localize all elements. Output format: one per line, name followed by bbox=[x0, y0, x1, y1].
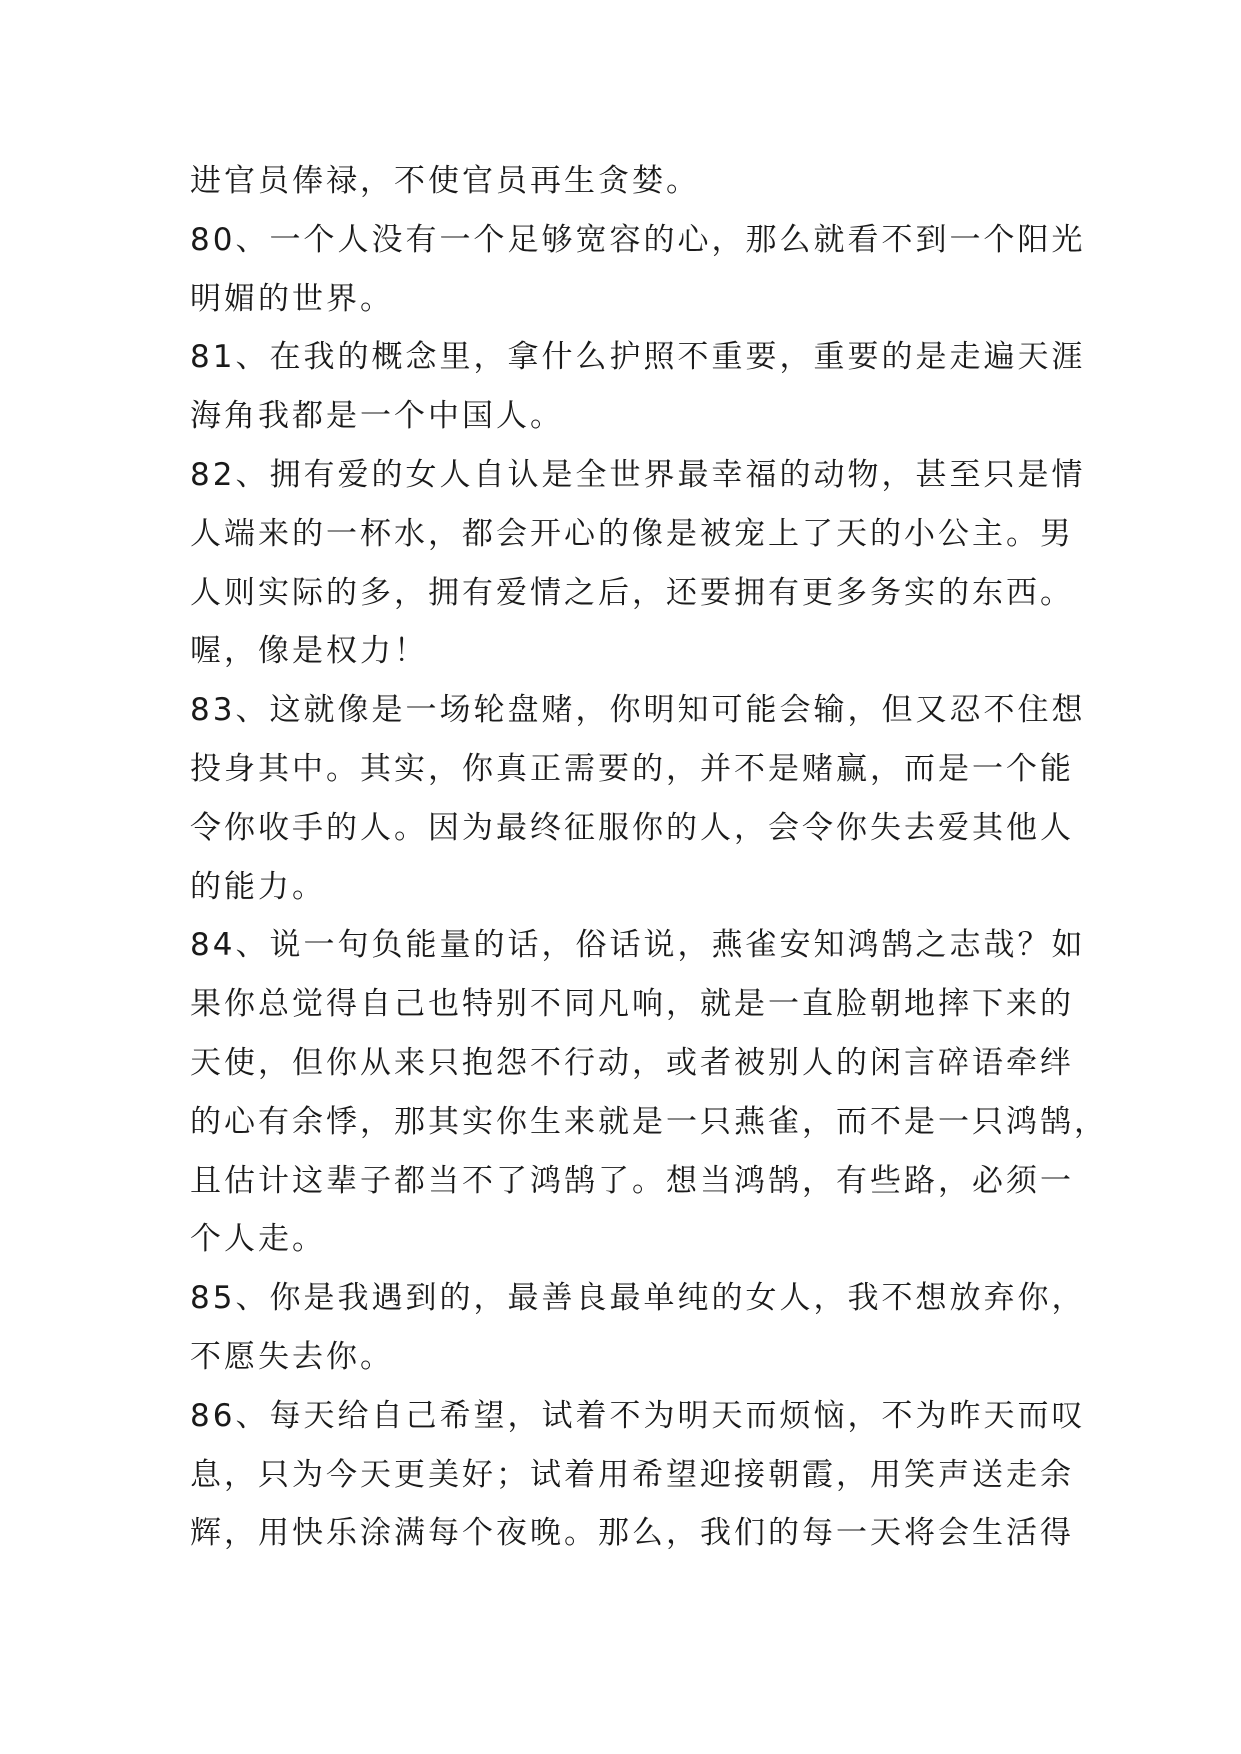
text-line: 令你收手的人。因为最终征服你的人，会令你失去爱其他人 bbox=[190, 809, 1074, 846]
text-line: 喔，像是权力！ bbox=[190, 633, 428, 670]
text-line: 81、在我的概念里，拿什么护照不重要，重要的是走遍天涯 bbox=[190, 339, 1086, 376]
text-line: 80、一个人没有一个足够宽容的心，那么就看不到一个阳光 bbox=[190, 221, 1086, 258]
text-line: 不愿失去你。 bbox=[190, 1338, 394, 1375]
text-line: 86、每天给自己希望，试着不为明天而烦恼，不为昨天而叹 bbox=[190, 1397, 1086, 1434]
text-line: 且估计这辈子都当不了鸿鹄了。想当鸿鹄，有些路，必须一 bbox=[190, 1162, 1074, 1199]
text-line: 84、说一句负能量的话，俗话说，燕雀安知鸿鹄之志哉？如 bbox=[190, 927, 1086, 964]
paragraph-80 bbox=[190, 211, 1086, 329]
text-line: 海角我都是一个中国人。 bbox=[190, 398, 564, 435]
paragraph-82 bbox=[190, 446, 1086, 681]
text-line: 天使，但你从来只抱怨不行动，或者被别人的闲言碎语牵绊 bbox=[190, 1044, 1074, 1081]
text-line: 进官员俸禄，不使官员再生贪婪。 bbox=[190, 163, 700, 199]
text-line: 辉，用快乐涂满每个夜晚。那么，我们的每一天将会生活得 bbox=[190, 1515, 1074, 1552]
text-line: 明媚的世界。 bbox=[190, 280, 394, 317]
paragraph-84 bbox=[190, 916, 1108, 1269]
paragraph-85 bbox=[190, 1269, 1086, 1387]
text-line: 人端来的一杯水，都会开心的像是被宠上了天的小公主。男 bbox=[190, 515, 1074, 552]
document-body bbox=[190, 152, 1108, 1563]
text-line: 82、拥有爱的女人自认是全世界最幸福的动物，甚至只是情 bbox=[190, 456, 1086, 493]
text-line: 的心有余悸，那其实你生来就是一只燕雀，而不是一只鸿鹄， bbox=[190, 1103, 1108, 1140]
text-line: 83、这就像是一场轮盘赌，你明知可能会输，但又忍不住想 bbox=[190, 692, 1086, 729]
text-line: 投身其中。其实，你真正需要的，并不是赌赢，而是一个能 bbox=[190, 750, 1074, 787]
text-line: 的能力。 bbox=[190, 868, 326, 905]
text-line: 人则实际的多，拥有爱情之后，还要拥有更多务实的东西。 bbox=[190, 574, 1074, 611]
paragraph-81 bbox=[190, 328, 1086, 446]
paragraph-79-continued bbox=[190, 152, 1070, 211]
text-line: 个人走。 bbox=[190, 1221, 326, 1258]
paragraph-83 bbox=[190, 681, 1086, 916]
text-line: 息，只为今天更美好；试着用希望迎接朝霞，用笑声送走余 bbox=[190, 1456, 1074, 1493]
text-line: 果你总觉得自己也特别不同凡响，就是一直脸朝地摔下来的 bbox=[190, 986, 1074, 1023]
text-line: 85、你是我遇到的，最善良最单纯的女人，我不想放弃你， bbox=[190, 1280, 1086, 1317]
paragraph-86 bbox=[190, 1387, 1086, 1563]
